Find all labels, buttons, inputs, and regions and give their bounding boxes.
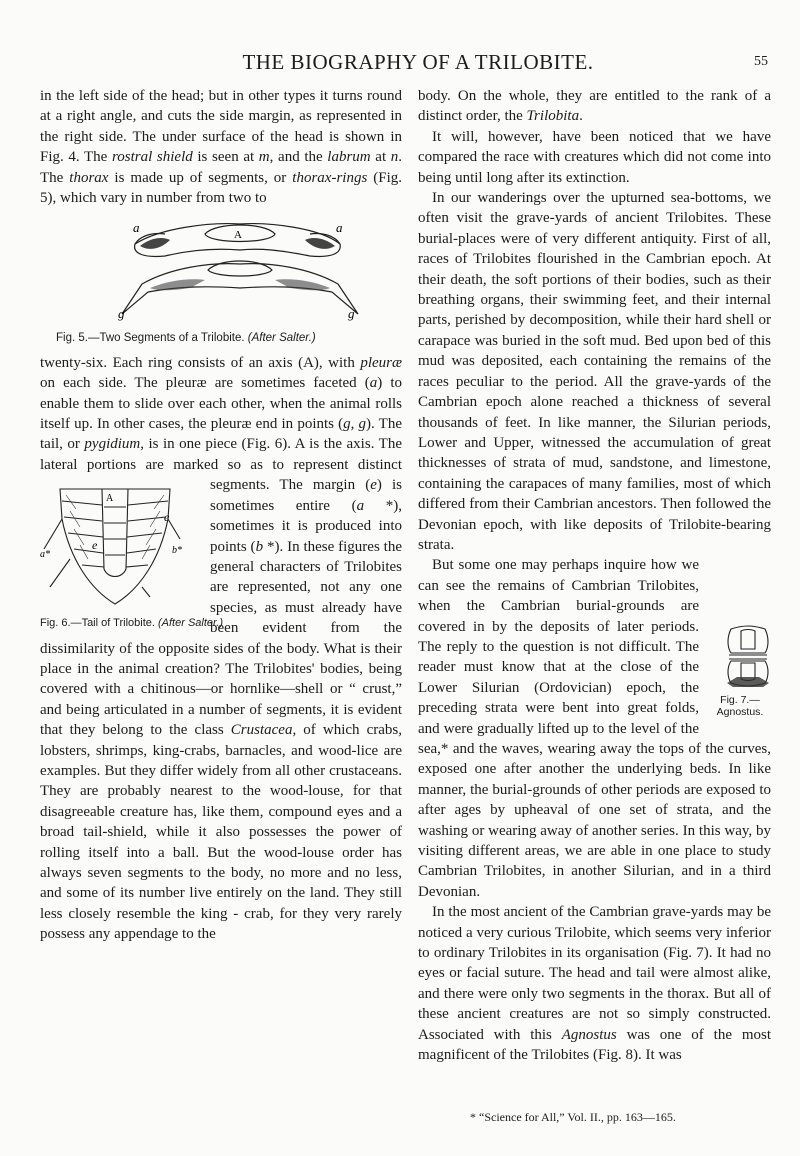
figure-7	[709, 625, 771, 717]
left-column	[40, 86, 402, 945]
label-a-star: a*	[40, 549, 50, 561]
label-A: A	[106, 493, 114, 505]
paragraph: Fig. 7.— Agnostus. But some one may perhaps inquire how we can see the remains of Cambrian Trilobites, when the Cambrian burial-grounds are covered in by the deposits of later periods. The reply to the question is not difficult. The reader must know that at the close of the Lower Silurian (Ordovician) epoch, the preceding strata were bent into great folds, and were gradually lifted up to the level of the sea,* and the waves, wearing away the tops of the curves, exposed one after another the underlying beds. In like manner, the burial-grounds of other periods are exposed to after ages by upheaval of one set of strata, and the washing or wearing away of another series. In this way, by visiting different areas, we are able in one place to study Cambrian Trilobites, in another Silurian, and in a third Devonian.	[418, 557, 771, 900]
figure-5-caption: Fig. 5.—Two Segments of a Trilobite. (After Salter.)	[56, 332, 316, 345]
page-number: 55	[754, 54, 768, 69]
running-head: THE BIOGRAPHY OF A TRILOBITE.	[242, 50, 594, 74]
page-header	[68, 50, 768, 74]
label-a-left: a	[133, 220, 140, 236]
label-b-star: b*	[172, 545, 182, 557]
footnote: * “Science for All,” Vol. II., pp. 163—165.	[470, 1110, 676, 1124]
paragraph: body. On the whole, they are entitled to the rank of a distinct order, the Trilobita.	[418, 88, 771, 125]
paragraph: in the left side of the head; but in other types it turns round at a right angle, and cuts the side margin, as represented in the right side. The under surface of the head is shown in Fig. 4. The rostral shield is seen at m, and the labrum at n. The thorax is made up of segments, or thorax-rings (Fig. 5), which vary in number from two to	[40, 88, 402, 207]
label-a-right: a	[336, 220, 343, 236]
label-A: A	[234, 229, 242, 242]
right-column	[418, 86, 771, 1066]
figure-6-caption: Fig. 6.—Tail of Trilobite. (After Salter.)	[40, 616, 223, 629]
figure-6	[40, 479, 223, 629]
label-g-left: g	[118, 306, 125, 322]
trilobite-segments-illustration	[40, 214, 402, 326]
label-e-lower: e	[92, 538, 98, 553]
paragraph: In our wanderings over the upturned sea-bottoms, we often visit the grave-yards of ancient Trilobites. These burial-places were of very different antiquity. First of all, races of Trilobites flourished in the Cambrian epoch. At their death, the soft portions of their bodies, such as their breathing organs, their swimming feet, and their internal parts, perished by decomposition, while their hard shell or carapace was buried in the soft mud. Bed upon bed of this mud was deposited, each containing the remains of the races peculiar to the period. All the grave-yards of the Cambrian epoch alone reached a thickness of several thousands of feet. In like manner, the Silurian periods, Lower and Upper, witnessed the accumulation of great thicknesses of strata of mud, sandstone, and limestone, containing the carapaces of many families, most of which differed from their Cambrian ancestors. Then followed the Devonian epoch, with like deposits of Trilobite-bearing strata.	[418, 190, 771, 553]
figure-7-caption: Fig. 7.— Agnostus.	[716, 693, 764, 718]
paragraph: In the most ancient of the Cambrian grave-yards may be noticed a very curious Trilobite, which seems very inferior to ordinary Trilobites in its organisation (Fig. 7). It had no eyes or facial suture. The head and tail were almost alike, and there were only two segments in the thorax. But all of these ancient creatures are not so simply constructed. Associated with this Agnostus was one of the most magnificent of the Trilobites (Fig. 8). It was	[418, 904, 772, 1064]
agnostus-illustration	[723, 625, 773, 687]
paragraph: twenty-six. Each ring consists of an axis (A), with pleuræ on each side. The pleuræ are sometimes faceted (a) to enable them to slide over each other, when the animal rolls itself up. In other cases, the pleuræ end in points (g, g). The tail, or pygidium, is in one piece (Fig. 6). A is the axis. The lateral portions are marked so as to represent distinct segments. The margin ( A e e a* b* Fig. 6.—Tail of Trilobite. (After Salter.) e) is sometimes entire (a *), sometimes it is produced into points (b *). In these figures the general characters of Trilobites are represented, not any one species, as must already have been evident from the dissimilarity of the opposite sides of the body. What is their place in the animal creation? The Trilobites' bodies, being covered with a chitinous—or hornlike—shell or “ crust,” and being articulated in a number of segments, it is evident that they belong to the class Crustacea, of which crabs, lobsters, shrimps, king-crabs, barnacles, and wood-lice are examples. But they differ widely from all other crustaceans. They are probably nearest to the wood-louse, for that disagreeable creature has, like them, compound eyes and a broad tail-shield, while it also possesses the power of rolling itself into a ball. But the wood-louse order has always seven segments to the body, no more and no less, and some of its number live entirely on the land. They still less closely resemble the king - crab, for they very rarely possess any appendage to the	[40, 354, 403, 943]
paragraph: It will, however, have been noticed that we have compared the race with creatures which did not come into being until long after its extinction.	[418, 128, 771, 186]
figure-5	[40, 214, 402, 348]
trilobite-tail-illustration	[40, 479, 190, 609]
label-g-right: g	[348, 306, 355, 322]
label-e-upper: e	[164, 510, 170, 525]
